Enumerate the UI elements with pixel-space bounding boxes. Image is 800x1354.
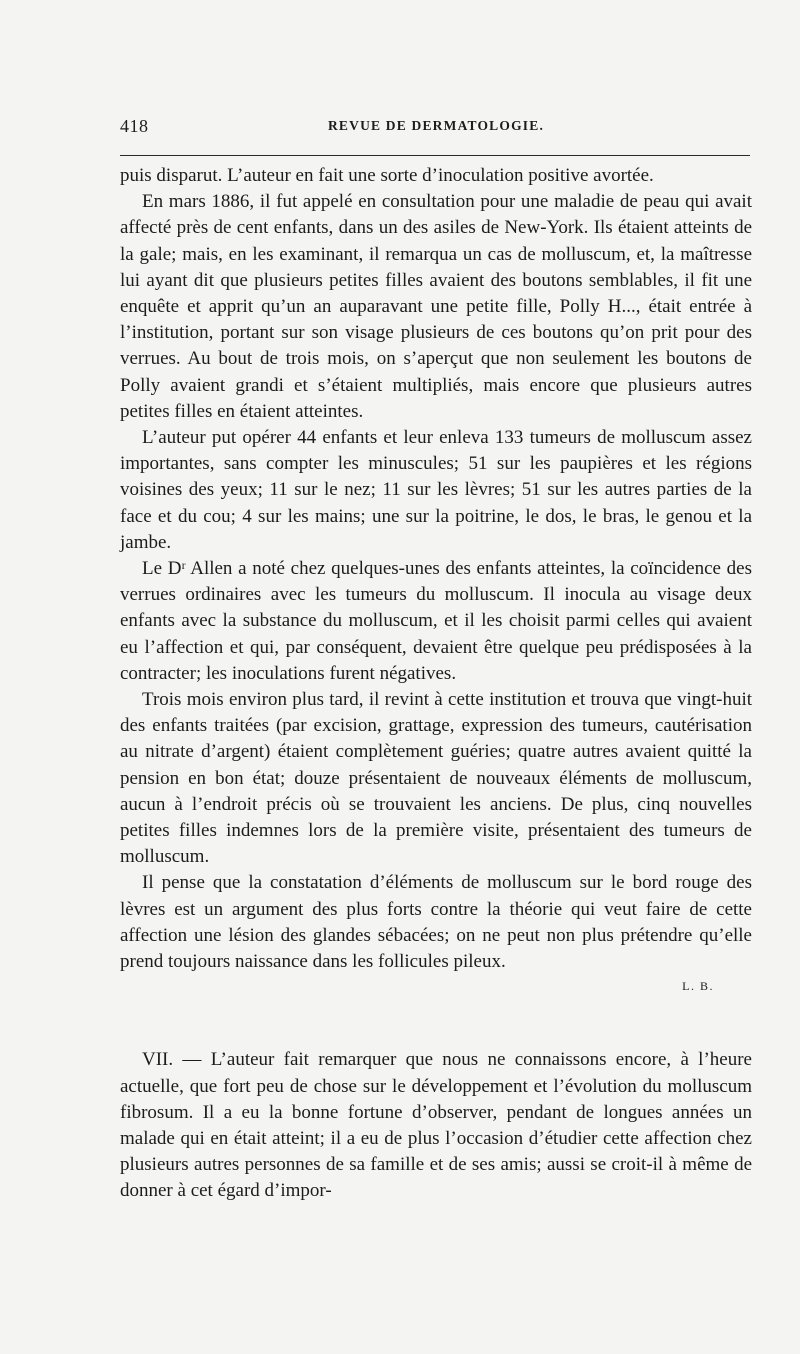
paragraph-5: Trois mois environ plus tard, il revint à cette institution et trouva que vingt-huit des enfants traitées (par excision, grattage, expression des tumeurs, cautérisation au nitrate d’argent) étaient complètement guéries; quatre autres avaient quitté la pension en bon état; douze présentaient de nouveaux éléments de molluscum, aucun à l’endroit précis où se trouvaient les anciens. De plus, cinq nouvelles petites filles indemnes lors de la première visite, présentaient des tumeurs de molluscum. — [120, 689, 752, 868]
running-head — [120, 116, 752, 140]
paragraph-1: puis disparut. L’auteur en fait une sorte d’inoculation positive avortée. — [120, 165, 654, 186]
paragraph-6: Il pense que la constatation d’éléments de molluscum sur le bord rouge des lèvres est un argument des plus forts contre la théorie qui veut faire de cette affection une lésion des glandes sébacées; on ne peut non plus prétendre qu’elle prend toujours naissance dans les follicules pileux. — [120, 872, 752, 973]
section-vii-paragraph: VII. — L’auteur fait remarquer que nous ne connaissons encore, à l’heure actuelle, que fort peu de chose sur le développement et l’évolution du molluscum fibrosum. Il a eu la bonne fortune d’observer, pendant de longues années un malade qui en était atteint; il a eu de plus l’occasion d’étudier cette affection chez plusieurs autres personnes de sa famille et de ses amis; aussi se croit-il à même de donner à cet égard d’impor- — [120, 1049, 752, 1202]
author-signature: L. B. — [682, 979, 714, 994]
paragraph-3: L’auteur put opérer 44 enfants et leur enleva 133 tumeurs de molluscum assez importantes, sans compter les minuscules; 51 sur les paupières et les régions voisines des yeux; 11 sur le nez; 11 sur les lèvres; 51 sur les autres parties de la face et du cou; 4 sur les mains; une sur la poitrine, le dos, le bras, le genou et la jambe. — [120, 427, 752, 553]
page-number: 418 — [120, 116, 149, 136]
paragraph-2: En mars 1886, il fut appelé en consultation pour une maladie de peau qui avait affecté près de cent enfants, dans un des asiles de New-York. Ils étaient atteints de la gale; mais, en les examinant, il remarqua un cas de molluscum, et, la maîtresse lui ayant dit que plusieurs petites filles avaient des boutons semblables, il fit une enquête et apprit qu’un an auparavant une petite fille, Polly H..., était entrée à l’institution, portant sur son visage plusieurs de ces boutons qu’on prit pour des verrues. Au bout de trois mois, on s’aperçut que non seulement les boutons de Polly avaient grandi et s’étaient multipliés, mais encore que plusieurs autres petites filles en étaient atteintes. — [120, 191, 752, 422]
section-spacer — [120, 997, 752, 1047]
article-body — [120, 163, 752, 1205]
journal-title: REVUE DE DERMATOLOGIE. — [327, 118, 545, 133]
paragraph-4: Le Dʳ Allen a noté chez quelques-unes des enfants atteintes, la coïncidence des verrues ordinaires avec les tumeurs du molluscum. Il inocula au visage deux enfants avec la substance du molluscum, et il les choisit parmi celles qui avaient eu l’affection et qui, par conséquent, devaient être quelque peu prédisposées à la contracter; les inoculations furent négatives. — [120, 558, 752, 684]
header-rule — [120, 155, 750, 156]
